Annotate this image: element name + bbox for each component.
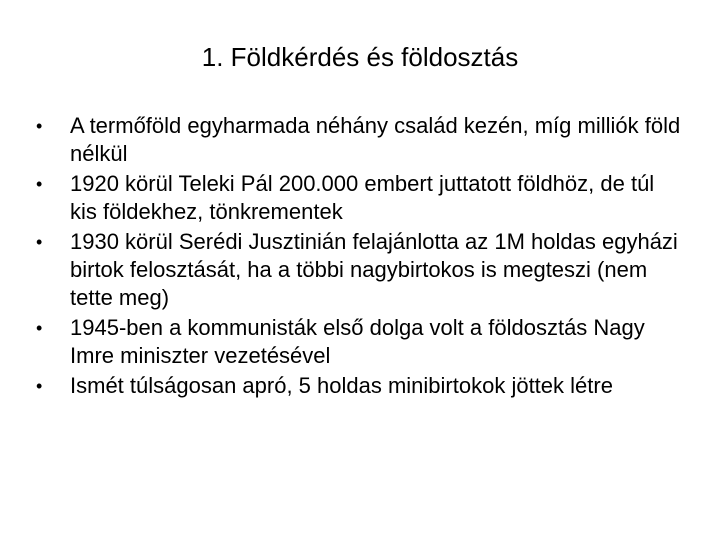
bullet-icon: • — [36, 318, 43, 338]
bullet-item-1 — [36, 112, 686, 168]
bullet-text: 1945-ben a kommunisták első dolga volt a földosztás Nagy Imre miniszter vezetésével — [70, 315, 645, 368]
bullet-item-4 — [36, 314, 686, 370]
bullet-list — [36, 112, 686, 402]
bullet-icon: • — [36, 174, 43, 194]
bullet-icon: • — [36, 376, 43, 396]
bullet-text: A termőföld egyharmada néhány család kezén, míg milliók föld nélkül — [70, 113, 681, 166]
slide-title: 1. Földkérdés és földosztás — [201, 42, 519, 72]
bullet-item-2 — [36, 170, 686, 226]
bullet-text: 1920 körül Teleki Pál 200.000 embert juttatott földhöz, de túl kis földekhez, tönkrementek — [70, 171, 655, 224]
bullet-text: Ismét túlságosan apró, 5 holdas minibirtokok jöttek létre — [70, 373, 613, 398]
bullet-text: 1930 körül Serédi Jusztinián felajánlotta az 1M holdas egyházi birtok felosztását, ha a többi nagybirtokos is megteszi (nem tette meg) — [70, 229, 678, 310]
bullet-icon: • — [36, 232, 43, 252]
bullet-item-5 — [36, 372, 686, 400]
bullet-item-3 — [36, 228, 686, 312]
bullet-icon: • — [36, 116, 43, 136]
